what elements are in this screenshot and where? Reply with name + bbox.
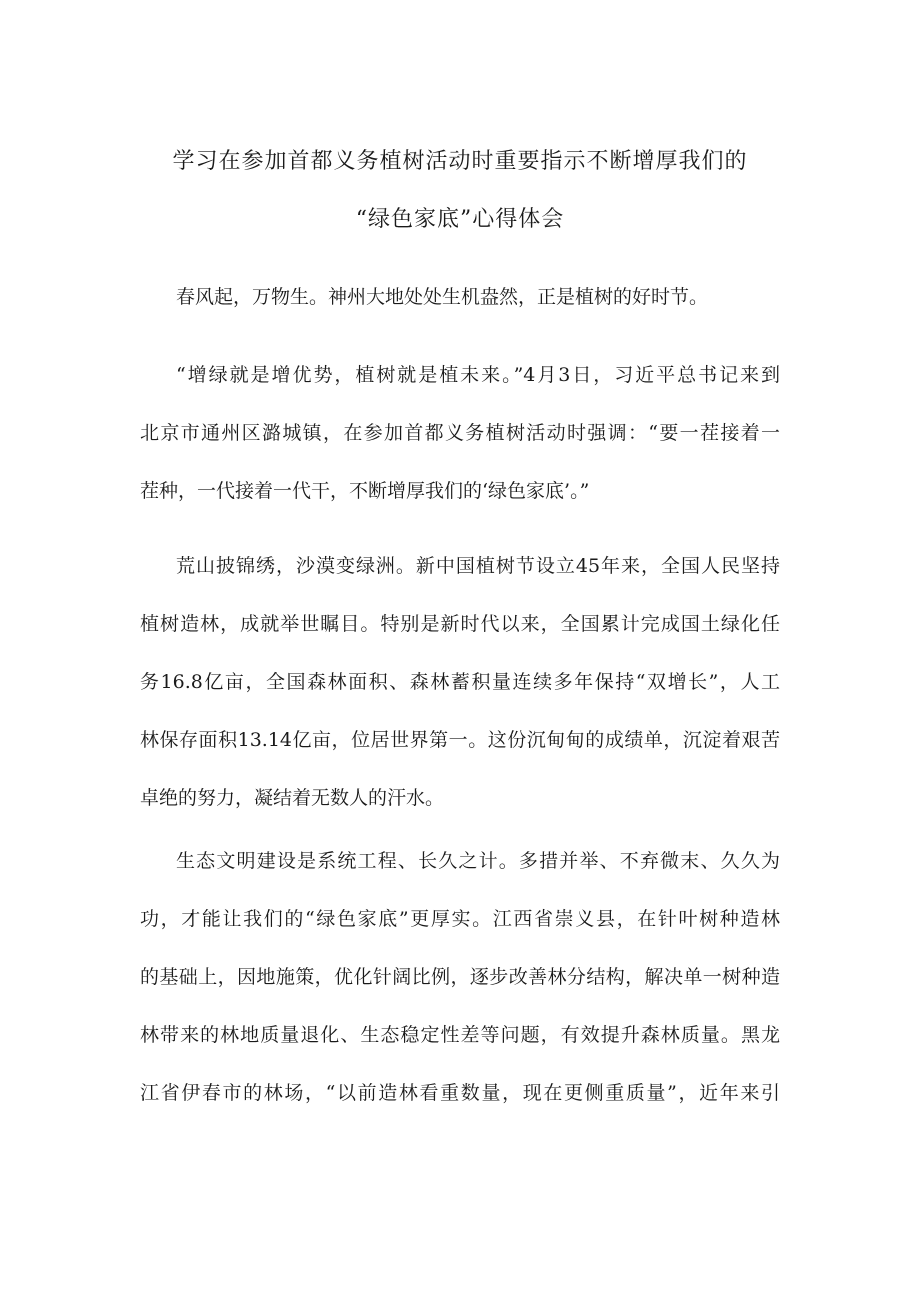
paragraph-line: 荒山披锦绣，沙漠变绿洲。新中国植树节设立45年来，全国人民坚持 [176, 555, 780, 577]
document-title-line-1: 学习在参加首都义务植树活动时重要指示不断增厚我们的 [172, 149, 748, 174]
paragraph-line: 江省伊春市的林场，“以前造林看重数量，现在更侧重质量”，近年来引 [140, 1082, 780, 1104]
document-title-line-2: “绿色家底”心得体会 [355, 207, 565, 232]
paragraph-line: 植树造林，成就举世瞩目。特别是新时代以来，全国累计完成国土绿化任 [140, 613, 780, 635]
paragraph-line: 茬种，一代接着一代干，不断增厚我们的‘绿色家底’。” [140, 480, 590, 502]
paragraph-line: 的基础上，因地施策，优化针阔比例，逐步改善林分结构，解决单一树种造 [140, 966, 780, 988]
paragraph-4 [140, 832, 780, 1122]
paragraph-line: 春风起，万物生。神州大地处处生机盎然，正是植树的好时节。 [176, 286, 709, 308]
paragraph-line: 生态文明建设是系统工程、长久之计。多措并举、不弃微末、久久为 [176, 850, 780, 872]
paragraph-line: 林带来的林地质量退化、生态稳定性差等问题，有效提升森林质量。黑龙 [140, 1024, 780, 1046]
paragraph-line: 北京市通州区潞城镇，在参加首都义务植树活动时强调：“要一茬接着一 [140, 422, 780, 444]
paragraph-line: “增绿就是增优势，植树就是植未来。”4月3日，习近平总书记来到 [176, 364, 780, 386]
paragraph-3 [140, 537, 780, 827]
paragraph-2 [140, 346, 780, 520]
paragraph-line: 林保存面积13.14亿亩，位居世界第一。这份沉甸甸的成绩单，沉淀着艰苦 [140, 729, 780, 751]
paragraph-line: 卓绝的努力，凝结着无数人的汗水。 [140, 787, 445, 809]
paragraph-line: 功，才能让我们的“绿色家底”更厚实。江西省崇义县，在针叶树种造林 [140, 908, 780, 930]
paragraph-1 [140, 268, 780, 326]
paragraph-line: 务16.8亿亩，全国森林面积、森林蓄积量连续多年保持“双增长”，人工 [140, 671, 780, 693]
